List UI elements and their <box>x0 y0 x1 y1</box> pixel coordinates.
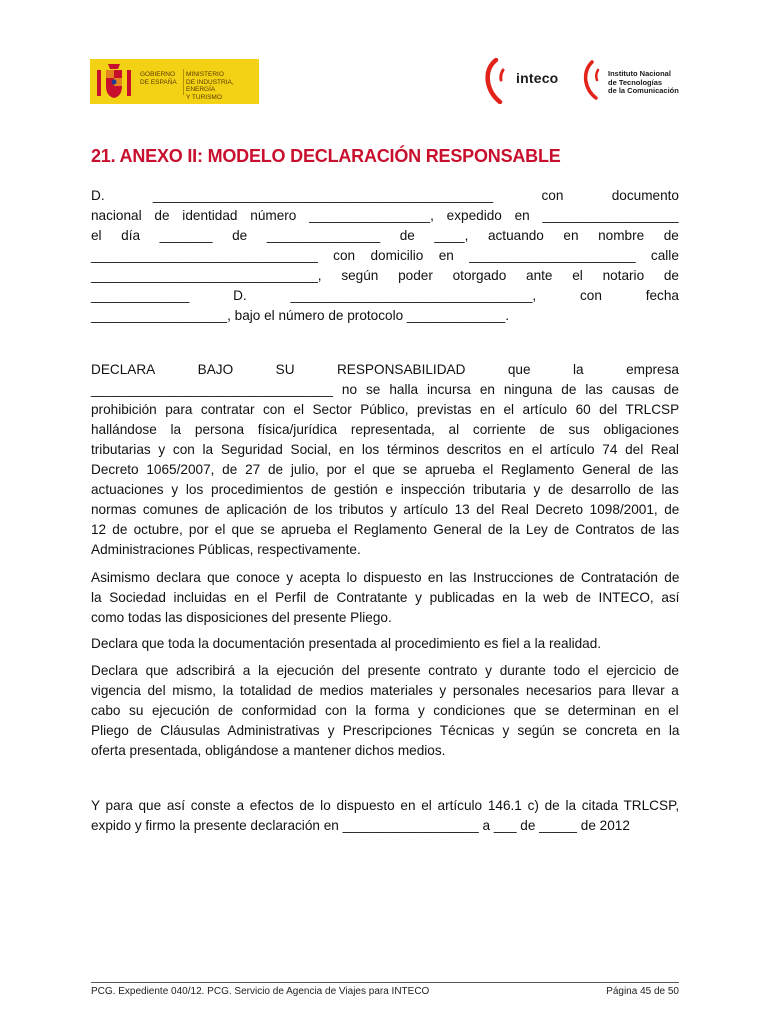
doc-line-1: Declara que toda la documentación presentada al procedimiento es fiel a la realidad. <box>91 636 602 651</box>
ads-line-3: cabo su ejecución de conformidad con la forma y condiciones que se determinan en el <box>91 703 679 718</box>
logo-divider <box>183 69 184 95</box>
close-line-1: Y para que así conste a efectos de lo dispuesto en el artículo 146.1 c) de la citada TRLCSP, <box>91 798 680 813</box>
word: que <box>507 362 531 377</box>
decl-line-10: Administraciones Públicas, respectivamente. <box>91 542 361 557</box>
word: con <box>579 288 602 303</box>
decl-line-6: Decreto 1065/2007, de 27 de julio, por el que se aprueba el Reglamento General de las <box>91 462 679 477</box>
gobierno-text <box>140 71 180 86</box>
instituto-line1: Instituto Nacional <box>608 69 671 78</box>
decl-line-2: ________________________________ no se halla incursa en ninguna de las causas de <box>91 382 679 397</box>
word: ante <box>526 268 553 283</box>
page-title: 21. ANEXO II: MODELO DECLARACIÓN RESPONSABLE <box>91 146 561 166</box>
closing-paragraph <box>91 796 679 836</box>
instr-line-3: como todas las disposiciones del presente Pliego. <box>91 610 392 625</box>
word: SU <box>275 362 295 377</box>
ads-line-4: Pliego de Cláusulas Administrativas y Prescripciones Técnicas y según se concreta en la <box>91 723 680 738</box>
ministry-line2: DE INDUSTRIA, ENERGÍA <box>186 78 234 93</box>
word: otorgado <box>452 268 507 283</box>
instituto-line2: de Tecnologías <box>608 77 663 87</box>
street-blank: ______________________________, <box>91 268 322 283</box>
word: D. <box>91 188 105 203</box>
ministerio-text <box>186 71 258 101</box>
word: de <box>663 228 679 243</box>
instrucciones-paragraph <box>91 568 679 628</box>
decl-line-1 <box>91 360 679 380</box>
id-line-2: nacional de identidad número ________________, expedido en __________________ <box>91 208 679 223</box>
id-line-3 <box>91 226 679 246</box>
documentacion-paragraph <box>91 634 679 654</box>
word: documento <box>611 188 679 203</box>
gobierno-espana-logo <box>90 59 259 104</box>
word: en <box>563 228 579 243</box>
word: RESPONSABILIDAD <box>336 362 466 377</box>
word: según <box>341 268 379 283</box>
ministry-line3: Y TURISMO <box>186 93 222 101</box>
word: D. <box>233 288 247 303</box>
word: de <box>232 228 248 243</box>
word: con <box>541 188 564 203</box>
word: nombre <box>598 228 645 243</box>
instituto-text <box>608 70 688 96</box>
notary-name-blank: ________________________________, <box>290 288 537 303</box>
instr-line-1: Asimismo declara que conoce y acepta lo dispuesto en las Instrucciones de Contratación de <box>91 570 680 585</box>
gobierno-line1: GOBIERNO <box>140 71 176 78</box>
footer-divider <box>91 982 679 983</box>
decl-line-9: 12 de octubre, por el que se aprueba el Reglamento General de la Ley de Contratos de las <box>91 522 680 537</box>
decl-line-3: prohibición para contratar con el Sector Público, previstas en el artículo 60 del TRLCSP <box>91 402 680 417</box>
page-number: Página 45 de 50 <box>606 986 679 997</box>
ministry-line1: MINISTERIO <box>186 71 224 78</box>
ads-line-5: oferta presentada, obligándose a mantener dichos medios. <box>91 743 446 758</box>
gobierno-line2: DE ESPAÑA <box>140 78 177 86</box>
word: BAJO <box>197 362 234 377</box>
id-line-5 <box>91 266 679 286</box>
word: la <box>573 362 584 377</box>
word: de <box>663 268 679 283</box>
decl-line-5: tributarias y con la Seguridad Social, en los términos descritos en el artículo 74 del Real <box>91 442 679 457</box>
word: de <box>399 228 415 243</box>
footer-expediente: PCG. Expediente 040/12. PCG. Servicio de Agencia de Viajes para INTECO <box>91 986 430 997</box>
word: día <box>121 228 141 243</box>
id-line-7: __________________, bajo el número de protocolo _____________. <box>91 308 509 323</box>
month-blank: _______________ <box>266 228 381 243</box>
decl-line-7: actuaciones y los procedimientos de gestión e inspección tributaria y de desarrollo de las <box>91 482 679 497</box>
ads-line-1: Declara que adscribirá a la ejecución del presente contrato y durante todo el ejercicio de <box>91 663 679 678</box>
word: poder <box>398 268 433 283</box>
id-line-1 <box>91 186 679 206</box>
decl-line-4: hallándose la persona física/jurídica representada, al corriente de sus obligaciones <box>91 422 679 437</box>
year-blank: ____, <box>434 228 469 243</box>
decl-line-8: normas comunes de aplicación de los tributos y artículo 13 del Real Decreto 1098/2001, de <box>91 502 680 517</box>
inteco-wordmark: inteco <box>516 70 559 86</box>
adscripcion-paragraph <box>91 661 679 761</box>
day-blank: _______ <box>159 228 213 243</box>
id-line-6 <box>91 286 679 306</box>
instituto-line3: de la Comunicación <box>608 86 679 95</box>
ads-line-2: vigencia del mismo, la totalidad de medios materiales y personales necesarios para llevar a <box>91 683 679 698</box>
word: el <box>572 268 583 283</box>
word: DECLARA <box>91 362 156 377</box>
id-line-4: ______________________________ con domicilio en ______________________ calle <box>91 248 679 263</box>
word: empresa <box>626 362 679 377</box>
instr-line-2: la Sociedad incluidas en el Perfil de Contratante y publicadas en la web de INTECO, así <box>91 590 680 605</box>
word: fecha <box>645 288 679 303</box>
notary-place-blank: _____________ <box>91 288 190 303</box>
close-line-2: expido y firmo la presente declaración en __________________ a ___ de _____ de 2012 <box>91 818 630 833</box>
coat-of-arms-icon <box>94 62 134 102</box>
name-blank: _____________________________________________ <box>152 188 494 203</box>
identification-paragraph <box>91 186 679 326</box>
word: notario <box>602 268 645 283</box>
declaration-paragraph <box>91 360 679 560</box>
word: actuando <box>487 228 544 243</box>
word: el <box>91 228 102 243</box>
